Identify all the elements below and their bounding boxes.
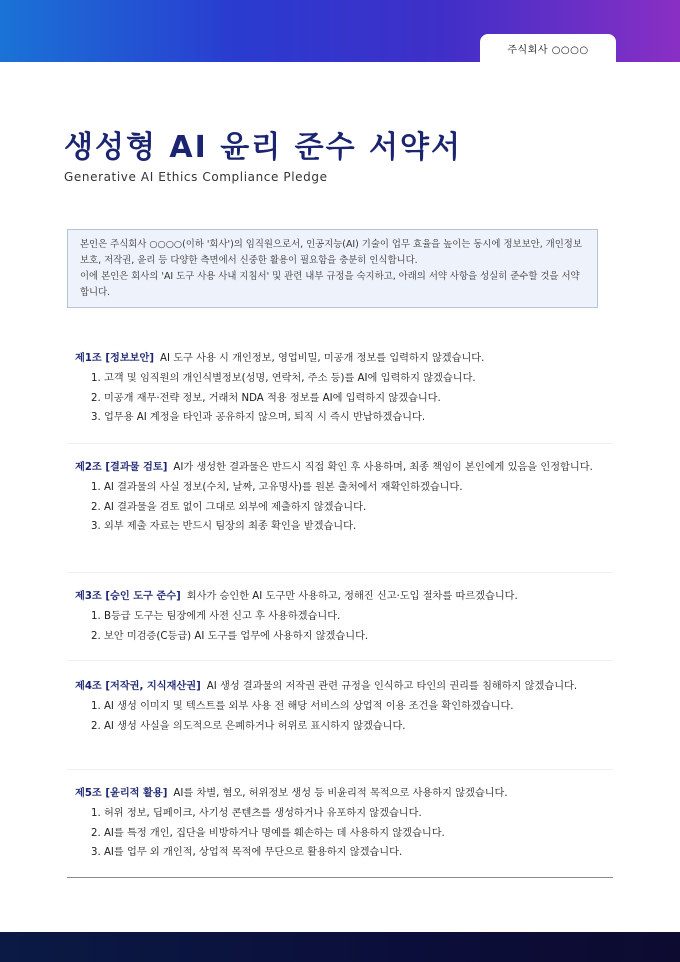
list-item: 1. 고객 및 임직원의 개인식별정보(성명, 연락처, 주소 등)를 AI에 입력하지 않겠습니다.	[91, 373, 476, 384]
article-heading	[75, 349, 615, 369]
document-title: 생성형 AI 윤리 준수 서약서	[64, 130, 462, 165]
article-items	[75, 607, 615, 646]
footer-band	[0, 932, 680, 962]
list-item: 1. B등급 도구는 팀장에게 사전 신고 후 사용하겠습니다.	[91, 611, 341, 622]
list-item: 2. 미공개 재무·전략 정보, 거래처 NDA 적용 정보를 AI에 입력하지 않겠습니다.	[91, 392, 441, 404]
article-text: 회사가 승인한 AI 도구만 사용하고, 정해진 신고·도입 절차를 따르겠습니다.	[186, 591, 518, 602]
article-heading	[75, 458, 615, 478]
article-items	[75, 369, 615, 428]
article-heading	[75, 677, 615, 697]
list-item: 3. 외부 제출 자료는 반드시 팀장의 최종 확인을 받겠습니다.	[91, 521, 357, 532]
list-item: 1. AI 결과물의 사실 정보(수치, 날짜, 고유명사)를 원본 출처에서 재확인하겠습니다.	[91, 482, 463, 493]
section-divider	[67, 443, 613, 444]
article-text: AI를 차별, 혐오, 허위정보 생성 등 비윤리적 목적으로 사용하지 않겠습니다.	[173, 788, 508, 799]
list-item: 3. 업무용 AI 계정을 타인과 공유하지 않으며, 퇴직 시 즉시 반납하겠습니다.	[91, 412, 426, 423]
article-label: 제2조 [결과물 검토]	[75, 462, 168, 473]
article-heading	[75, 587, 615, 607]
list-item: 2. AI 생성 사실을 의도적으로 은폐하거나 허위로 표시하지 않겠습니다.	[91, 720, 406, 732]
list-item: 2. AI 결과물을 검토 없이 그대로 외부에 제출하지 않겠습니다.	[91, 501, 367, 513]
article-heading	[75, 784, 615, 804]
intro-paragraph: 본인은 주식회사 ○○○○(이하 '회사')의 임직원으로서, 인공지능(AI) 기술이 업무 효율을 높이는 동시에 정보보안, 개인정보 보호, 저작권, 윤리 등 다양한 측면에서 신중한 활용이 필요함을 충분히 인식합니다.	[80, 239, 582, 266]
article-5	[75, 784, 615, 863]
article-items	[75, 697, 615, 736]
list-item: 3. AI를 업무 외 개인적, 상업적 목적에 무단으로 활용하지 않겠습니다.	[91, 847, 403, 858]
list-item: 1. 허위 정보, 딥페이크, 사기성 콘텐츠를 생성하거나 유포하지 않겠습니다.	[91, 808, 422, 819]
article-label: 제3조 [승인 도구 준수]	[75, 591, 181, 602]
list-item: 2. 보안 미검증(C등급) AI 도구를 업무에 사용하지 않겠습니다.	[91, 630, 369, 642]
article-label: 제5조 [윤리적 활용]	[75, 788, 168, 799]
document-subtitle: Generative AI Ethics Compliance Pledge	[64, 170, 328, 184]
article-3	[75, 587, 615, 646]
article-items	[75, 478, 615, 537]
article-label: 제4조 [저작권, 지식재산권]	[75, 681, 201, 692]
list-item: 1. AI 생성 이미지 및 텍스트를 외부 사용 전 해당 서비스의 상업적 이용 조건을 확인하겠습니다.	[91, 701, 514, 712]
list-item: 2. AI를 특정 개인, 집단을 비방하거나 명예를 훼손하는 데 사용하지 않겠습니다.	[91, 827, 445, 839]
article-4	[75, 677, 615, 736]
article-1	[75, 349, 615, 428]
article-2	[75, 458, 615, 537]
article-text: AI 생성 결과물의 저작권 관련 규정을 인식하고 타인의 권리를 침해하지 않겠습니다.	[206, 681, 578, 692]
end-divider	[67, 877, 613, 878]
article-text: AI 도구 사용 시 개인정보, 영업비밀, 미공개 정보를 입력하지 않겠습니다.	[160, 353, 485, 364]
section-divider	[67, 660, 613, 661]
company-name-tab: 주식회사 ○○○○	[480, 34, 616, 62]
article-items	[75, 804, 615, 863]
section-divider	[67, 769, 613, 770]
section-divider	[67, 572, 613, 573]
article-text: AI가 생성한 결과물은 반드시 직접 확인 후 사용하며, 최종 책임이 본인에게 있음을 인정합니다.	[173, 462, 593, 473]
article-label: 제1조 [정보보안]	[75, 353, 154, 364]
intro-box	[67, 229, 598, 308]
intro-paragraph: 이에 본인은 회사의 'AI 도구 사용 사내 지침서' 및 관련 내부 규정을 숙지하고, 아래의 서약 사항을 성실히 준수할 것을 서약합니다.	[80, 271, 580, 298]
